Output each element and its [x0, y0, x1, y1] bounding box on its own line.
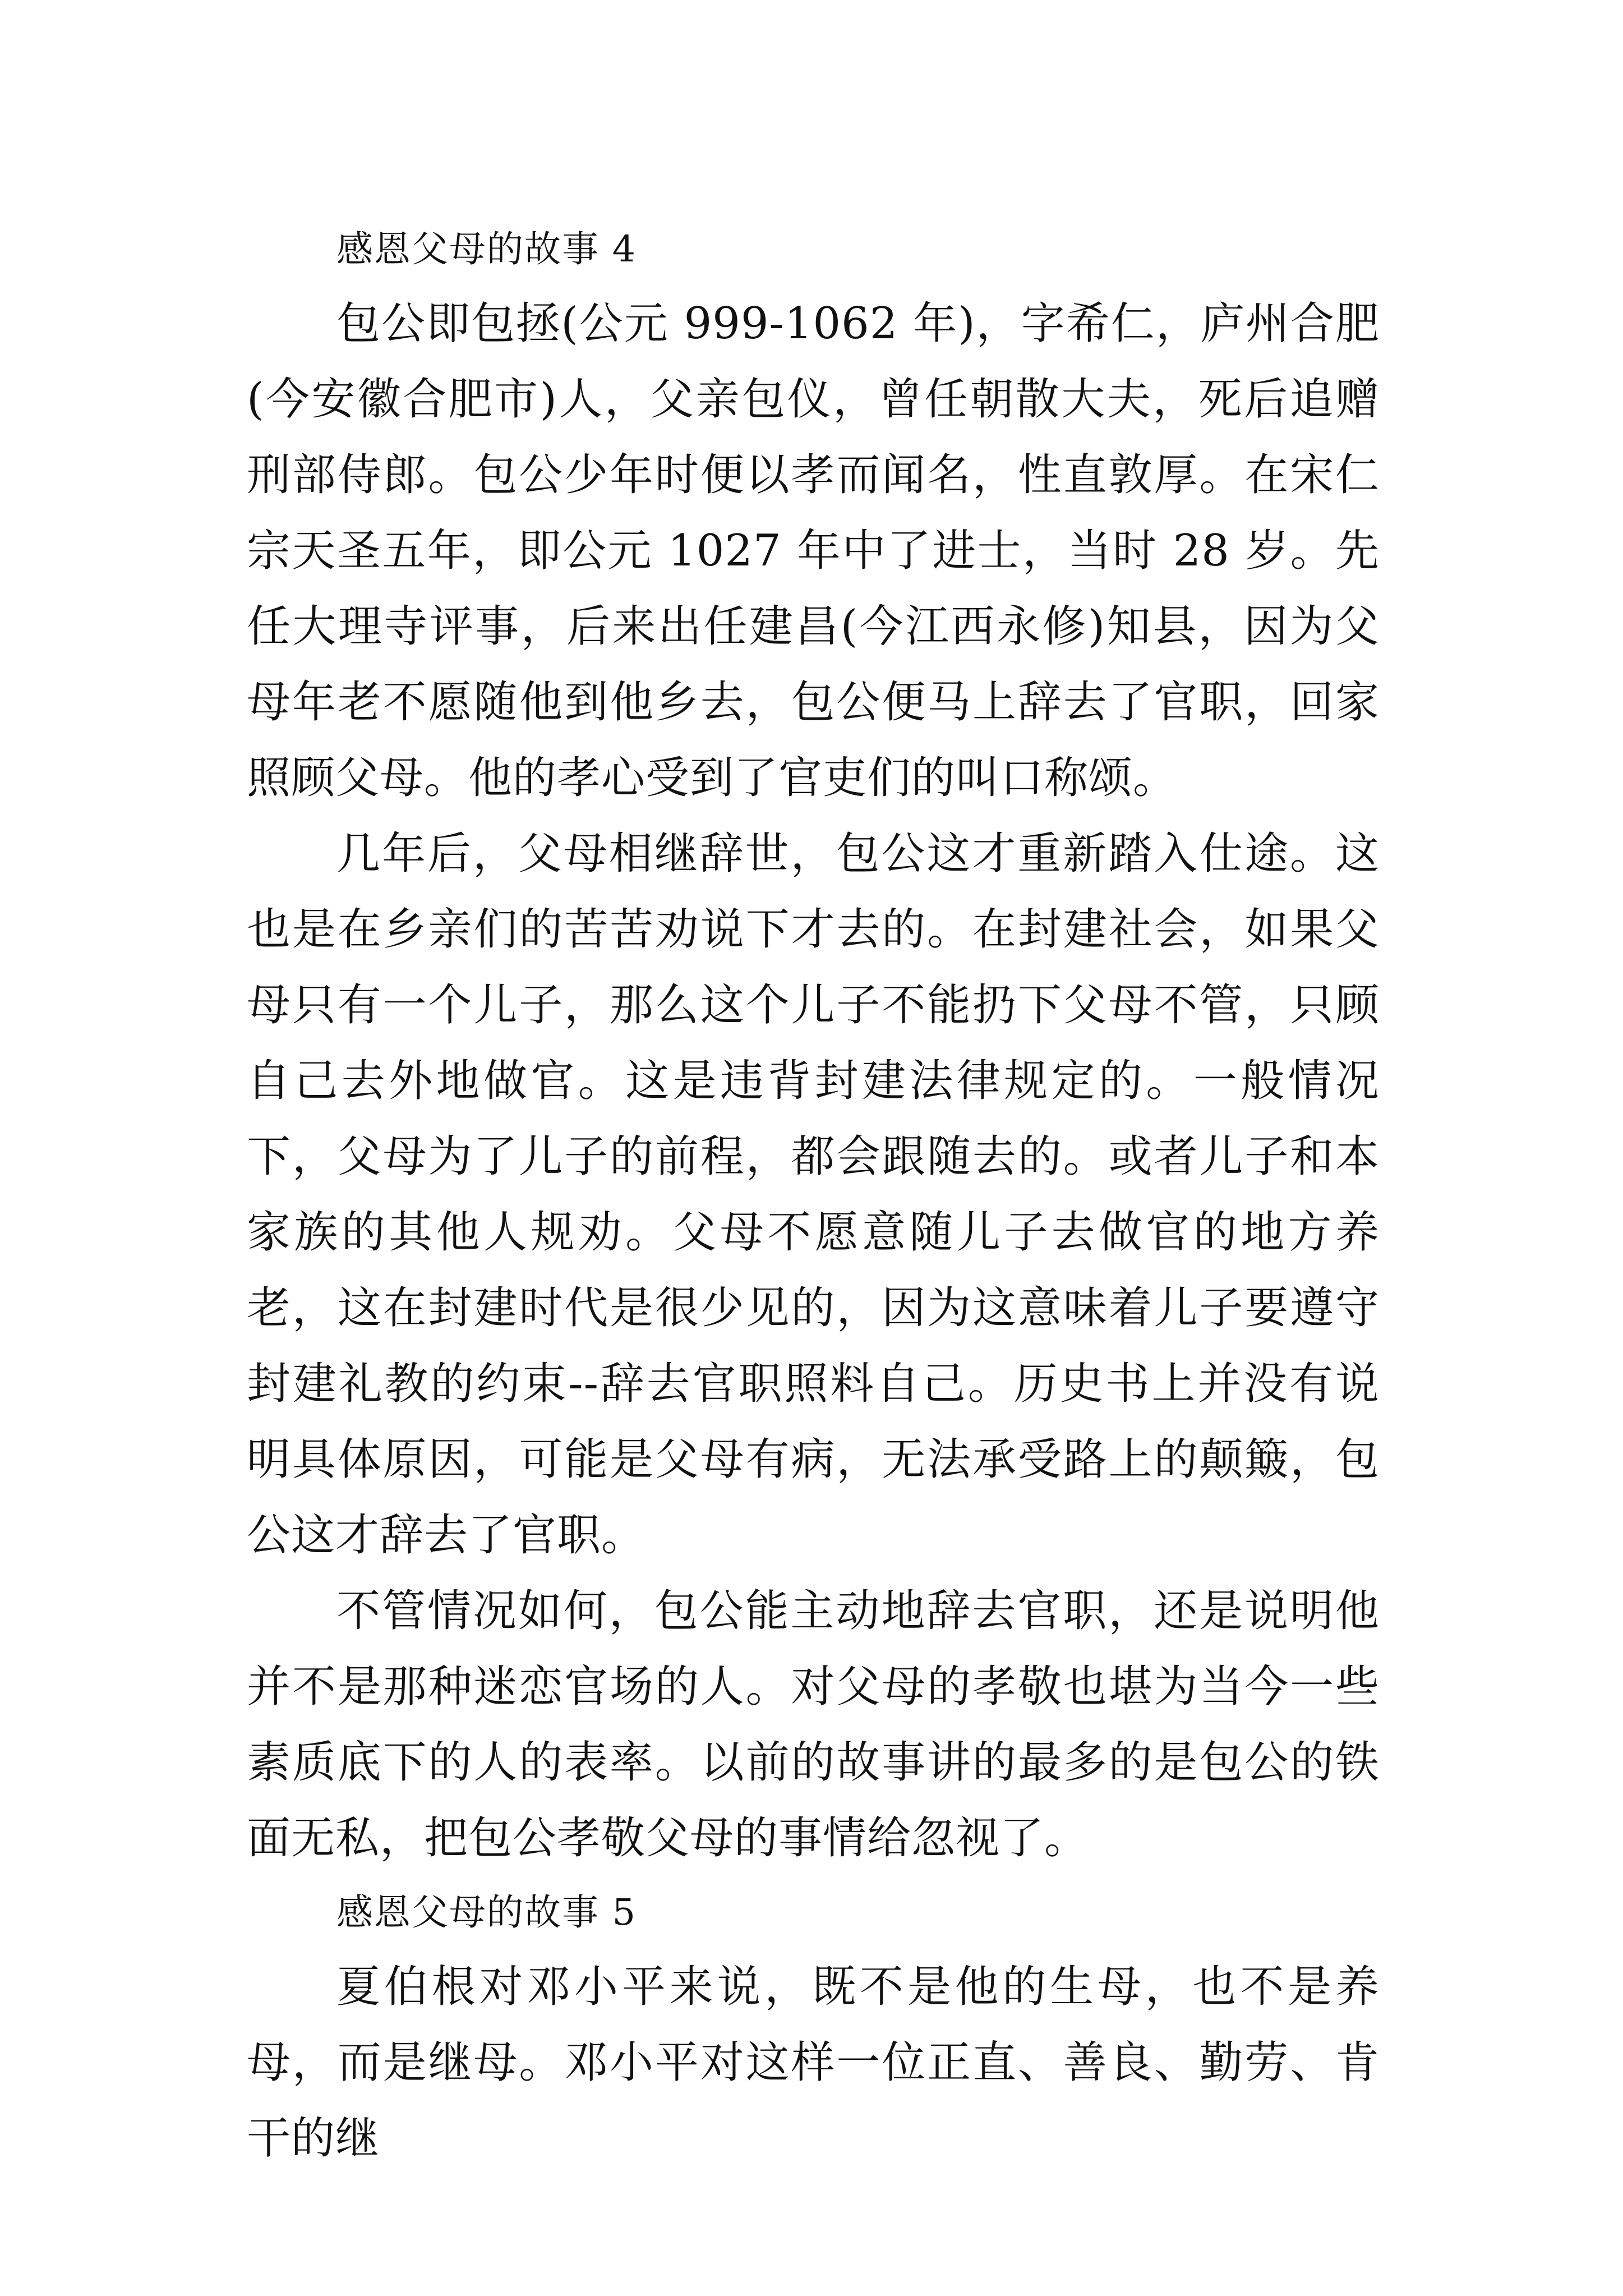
document-page — [247, 213, 1380, 2177]
story-5-heading: 感恩父母的故事 5 — [336, 1892, 637, 1934]
story-5-paragraph-1: 夏伯根对邓小平来说，既不是他的生母，也不是养母，而是继母。邓小平对这样一位正直、善良、勤劳、肯干的继 — [247, 1962, 1380, 2164]
story-4-paragraph-3: 不管情况如何，包公能主动地辞去官职，还是说明他并不是那种迷恋官场的人。对父母的孝敬也堪为当今一些素质底下的人的表率。以前的故事讲的最多的是包公的铁面无私，把包公孝敬父母的事情给忽视了。 — [247, 1586, 1380, 1864]
story-4-paragraph-2: 几年后，父母相继辞世，包公这才重新踏入仕途。这也是在乡亲们的苦苦劝说下才去的。在封建社会，如果父母只有一个儿子，那么这个儿子不能扔下父母不管，只顾自己去外地做官。这是违背封建法律规定的。一般情况下，父母为了儿子的前程，都会跟随去的。或者儿子和本家族的其他人规劝。父母不愿意随儿子去做官的地方养老，这在封建时代是很少见的，因为这意味着儿子要遵守封建礼教的约束--辞去官职照料自己。历史书上并没有说明具体原因，可能是父母有病，无法承受路上的颠簸，包公这才辞去了官职。 — [247, 829, 1380, 1561]
story-4-heading: 感恩父母的故事 4 — [336, 228, 637, 270]
story-4-paragraph-1: 包公即包拯(公元 999-1062 年)，字希仁，庐州合肥(今安徽合肥市)人，父亲包仪，曾任朝散大夫，死后追赠刑部侍郎。包公少年时便以孝而闻名，性直敦厚。在宋仁宗天圣五年，即公元 1027 年中了进士，当时 28 岁。先任大理寺评事，后来出任建昌(今江西永修)知县，因为父母年老不愿随他到他乡去，包公便马上辞去了官职，回家照顾父母。他的孝心受到了官吏们的叫口称颂。 — [247, 298, 1380, 803]
